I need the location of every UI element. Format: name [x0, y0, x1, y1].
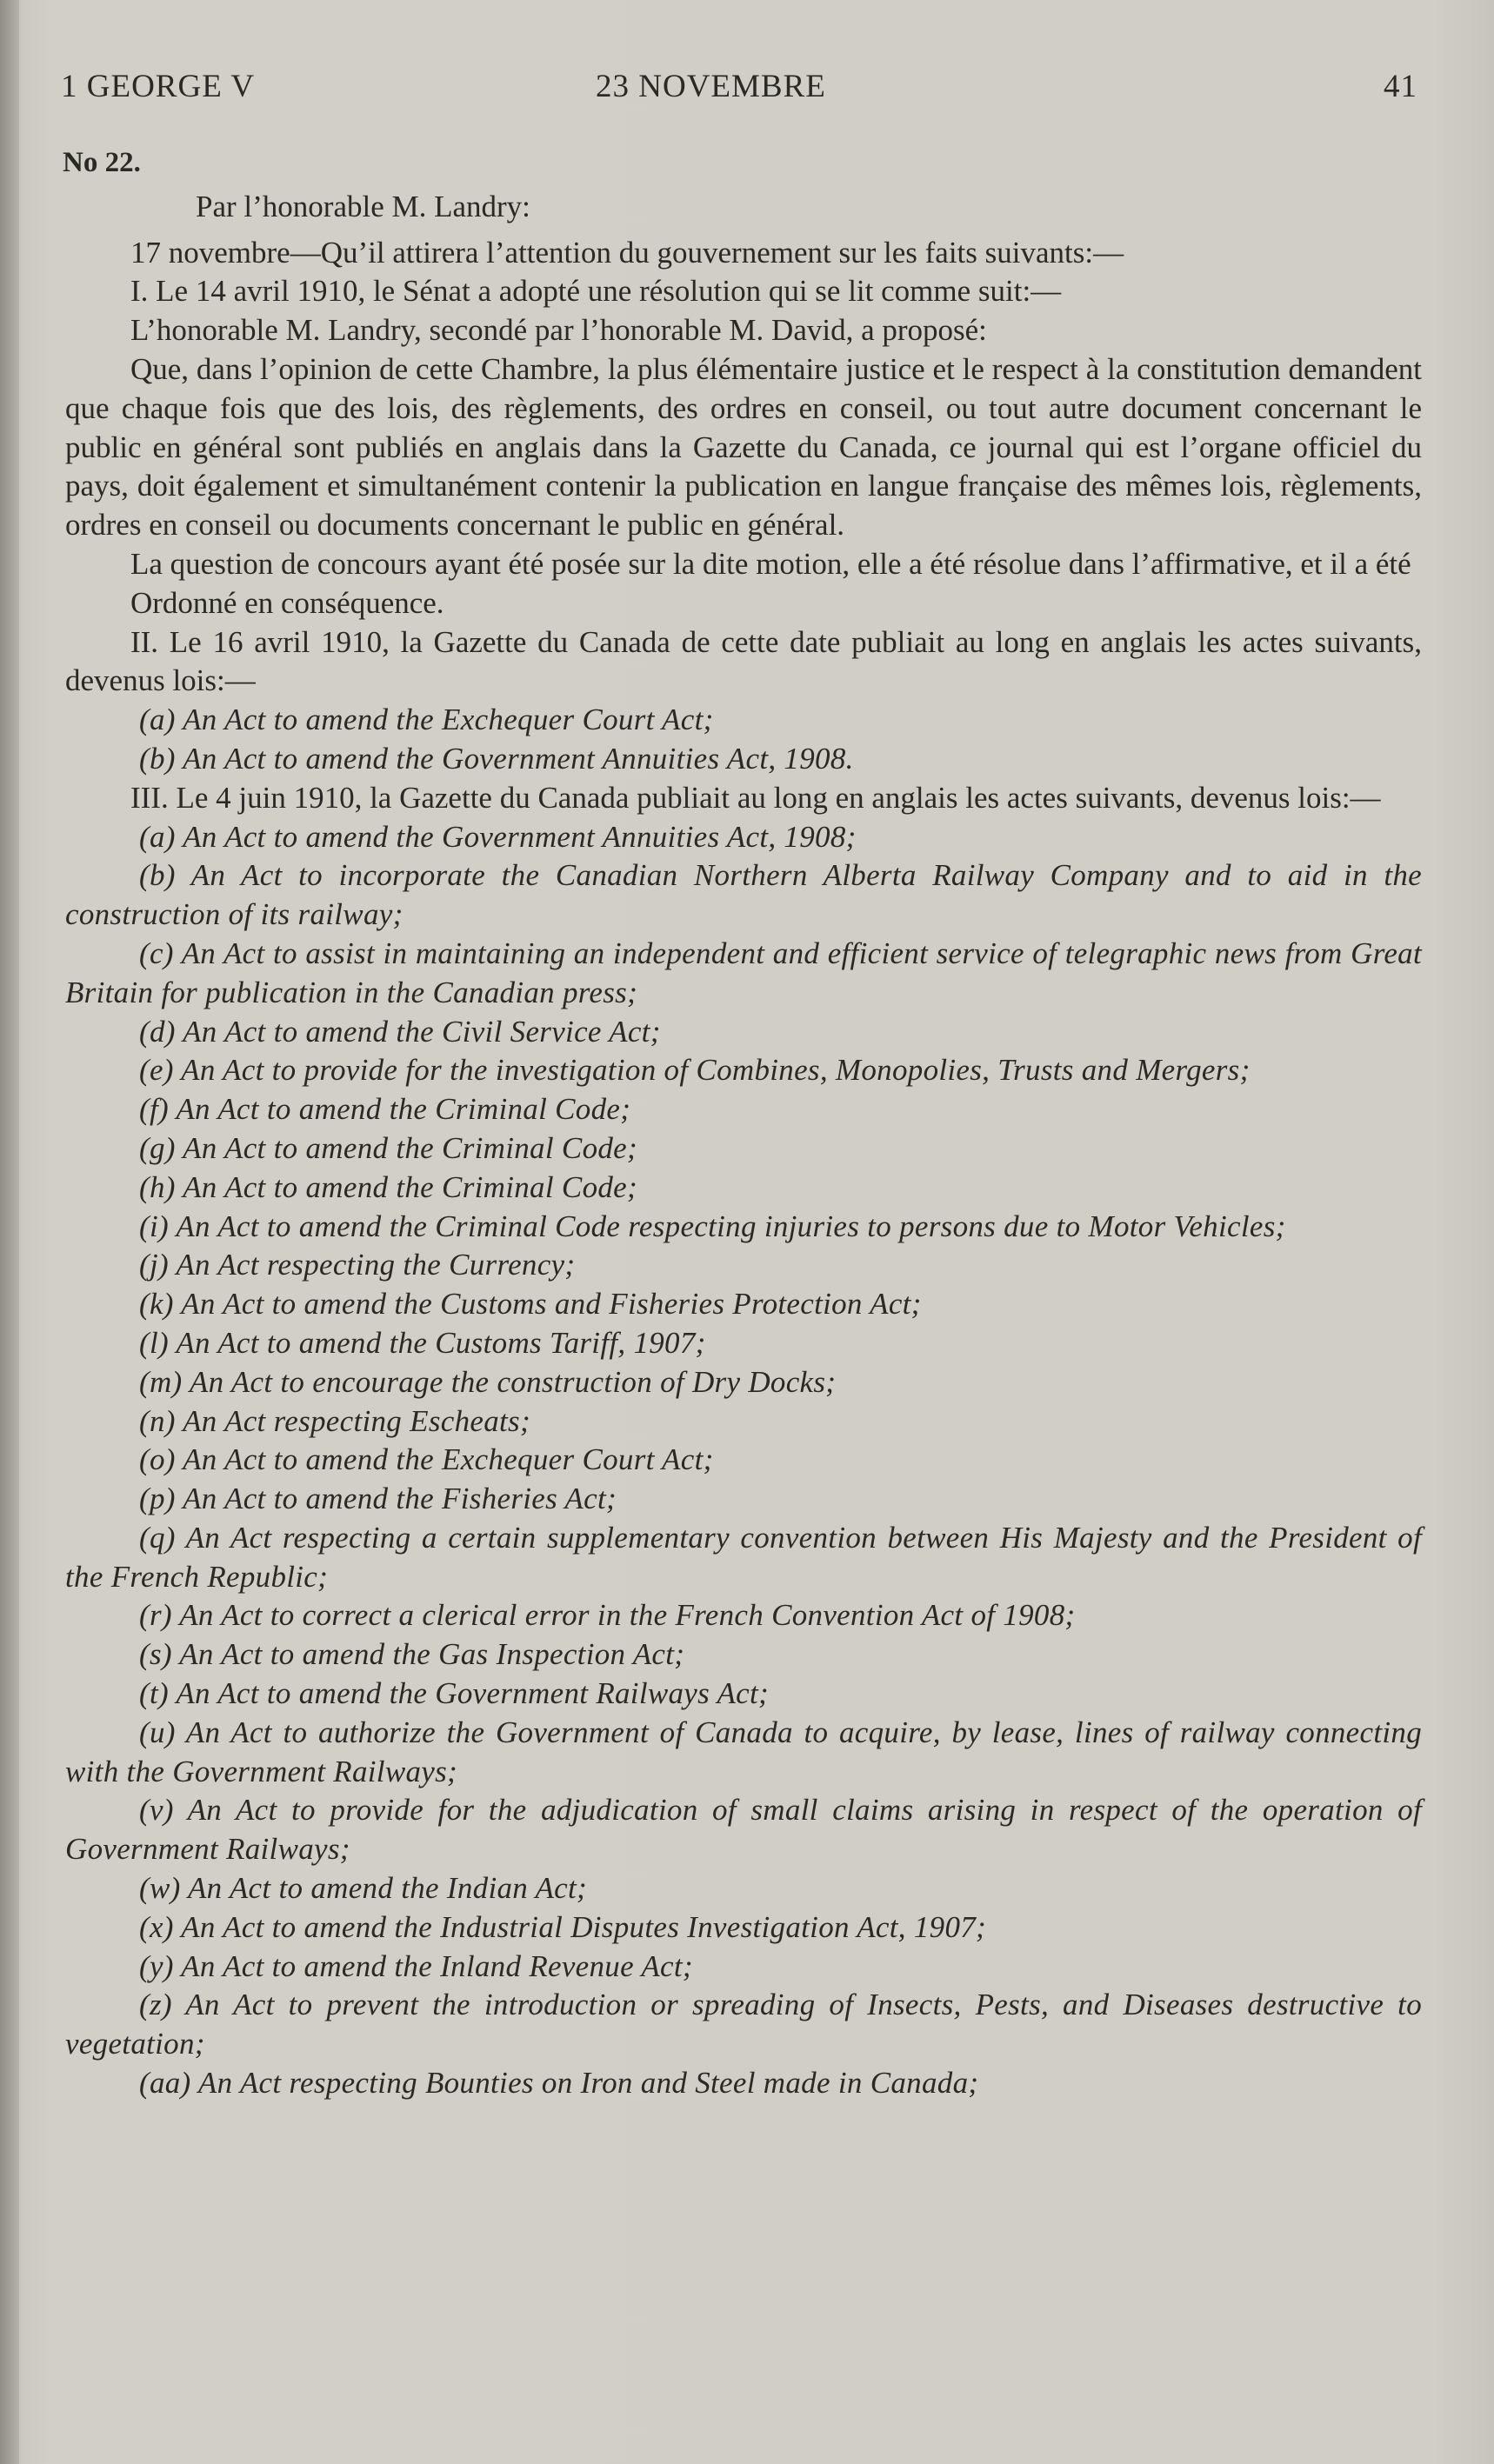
page-number: 41 [1384, 69, 1417, 104]
act-item: (e) An Act to provide for the investigation of Combines, Monopolies, Trusts and Mergers; [139, 1053, 1251, 1088]
paragraph: Que, dans l’opinion de cette Chambre, la plus élémentaire justice et le respect à la constitution demandent que chaque fois que des lois, des règlements, des ordres en conseil, ou tout autre document concernant le public en général sont publiés en anglais dans la Gazette du Canada, ce journal qui est l’organe officiel du pays, doit également et simultanément contenir la publication en langue française des mêmes lois, règlements, ordres en conseil ou documents concernant le public en général. [65, 351, 1422, 543]
act-item: (z) An Act to prevent the introduction or spreading of Insects, Pests, and Diseases destructive to vegetation; [65, 1988, 1422, 2061]
act-item: (q) An Act respecting a certain supplementary convention between His Majesty and the President of the French Republic; [65, 1520, 1422, 1594]
act-item: (j) An Act respecting the Currency; [139, 1248, 576, 1282]
act-item: (t) An Act to amend the Government Railways Act; [139, 1676, 769, 1711]
act-item: (p) An Act to amend the Fisheries Act; [139, 1482, 617, 1516]
act-item: (aa) An Act respecting Bounties on Iron and Steel made in Canada; [139, 2066, 979, 2101]
document-body [65, 143, 1422, 2103]
header-date: 23 NOVEMBRE [596, 69, 826, 104]
paragraph: I. Le 14 avril 1910, le Sénat a adopté une résolution qui se lit comme suit:— [130, 274, 1062, 309]
act-item: (v) An Act to provide for the adjudication of small claims arising in respect of the operation of Government Railways; [65, 1793, 1422, 1867]
act-item: (k) An Act to amend the Customs and Fisheries Protection Act; [139, 1287, 922, 1322]
act-item: (w) An Act to amend the Indian Act; [139, 1871, 587, 1906]
act-item: (u) An Act to authorize the Government of Canada to acquire, by lease, lines of railway connecting with the Government Railways; [65, 1715, 1422, 1788]
byline: Par l’honorable M. Landry: [196, 189, 530, 223]
running-header [61, 68, 1417, 111]
act-item: (b) An Act to incorporate the Canadian Northern Alberta Railway Company and to aid in the construction of its railway; [65, 858, 1422, 932]
act-item: (a) An Act to amend the Government Annuities Act, 1908; [139, 819, 857, 854]
act-item: (a) An Act to amend the Exchequer Court Act; [139, 703, 714, 737]
act-item: (f) An Act to amend the Criminal Code; [139, 1092, 631, 1127]
act-item: (s) An Act to amend the Gas Inspection Act; [139, 1637, 685, 1672]
binding-edge [0, 0, 19, 2464]
act-item: (i) An Act to amend the Criminal Code respecting injuries to persons due to Motor Vehicles; [139, 1209, 1286, 1243]
act-item: (y) An Act to amend the Inland Revenue Act; [139, 1948, 693, 1983]
paragraph: 17 novembre—Qu’il attirera l’attention du gouvernement sur les faits suivants:— [130, 235, 1124, 270]
act-item: (x) An Act to amend the Industrial Disputes Investigation Act, 1907; [139, 1909, 987, 1944]
act-item: (l) An Act to amend the Customs Tariff, 1907; [139, 1325, 706, 1360]
act-item: (b) An Act to amend the Government Annuities Act, 1908. [139, 741, 854, 776]
header-reign: 1 GEORGE V [61, 69, 256, 104]
paragraph: L’honorable M. Landry, secondé par l’honorable M. David, a proposé: [130, 313, 987, 348]
paragraph: III. Le 4 juin 1910, la Gazette du Canada publiait au long en anglais les actes suivants, devenus lois:— [130, 780, 1381, 815]
paragraph: La question de concours ayant été posée sur la dite motion, elle a été résolue dans l’affirmative, et il a été [130, 546, 1411, 581]
paragraph: II. Le 16 avril 1910, la Gazette du Canada de cette date publiait au long en anglais les actes suivants, devenus lois:— [65, 624, 1422, 698]
act-item: (m) An Act to encourage the construction of Dry Docks; [139, 1364, 837, 1399]
act-item: (g) An Act to amend the Criminal Code; [139, 1130, 637, 1165]
item-number: No 22. [63, 147, 141, 178]
paragraph: Ordonné en conséquence. [130, 585, 444, 620]
act-item: (d) An Act to amend the Civil Service Act; [139, 1014, 661, 1049]
act-item: (c) An Act to assist in maintaining an independent and efficient service of telegraphic news from Great Britain for publication in the Canadian press; [65, 936, 1422, 1009]
act-item: (r) An Act to correct a clerical error in the French Convention Act of 1908; [139, 1598, 1076, 1633]
act-item: (h) An Act to amend the Criminal Code; [139, 1169, 637, 1204]
act-item: (n) An Act respecting Escheats; [139, 1403, 530, 1438]
act-item: (o) An Act to amend the Exchequer Court Act; [139, 1442, 714, 1477]
